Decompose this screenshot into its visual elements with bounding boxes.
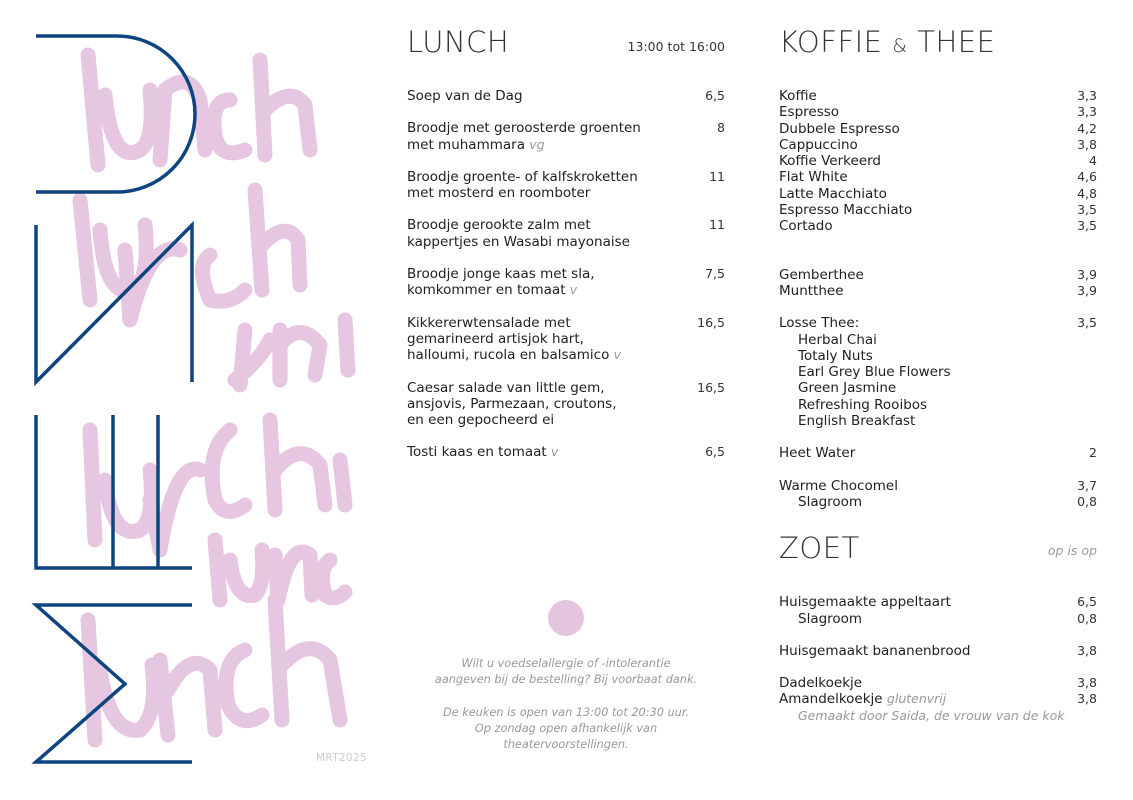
- tea-item: Muntthee 3,9: [779, 282, 1097, 299]
- tea-variety: Earl Grey Blue Flowers: [798, 364, 951, 381]
- price: 3,8: [1077, 642, 1097, 658]
- water-item: Heet Water 2: [779, 445, 1097, 462]
- lunch-item: Caesar salade van little gem, ansjovis, Parmezaan, croutons, en een gepocheerd ei 16,5: [407, 379, 725, 429]
- tea-variety: Totaly Nuts: [798, 347, 873, 364]
- price: 4,8: [1077, 185, 1097, 201]
- price: 3,9: [1077, 282, 1097, 298]
- koffie-header: [779, 26, 1097, 60]
- price: 6,5: [705, 444, 725, 460]
- extra-item: Slagroom 0,8: [798, 610, 1097, 627]
- loose-tea-item: Losse Thee: 3,5: [779, 315, 1097, 332]
- koffie-title: KOFFIE & THEE: [779, 25, 996, 59]
- price: 0,8: [1077, 493, 1097, 509]
- tea-item: Gemberthee 3,9: [779, 266, 1097, 283]
- diet-tag: vg: [529, 136, 545, 152]
- price: 2: [1089, 445, 1097, 461]
- coffee-item: Dubbele Espresso 4,2: [779, 120, 1097, 137]
- coffee-item: Espresso Macchiato 3,5: [779, 202, 1097, 219]
- price: 0,8: [1077, 610, 1097, 626]
- price: 4: [1089, 153, 1097, 169]
- price: 3,5: [1077, 315, 1097, 331]
- coffee-item: Flat White 4,6: [779, 169, 1097, 186]
- menu-version-code: MRT2025: [316, 752, 367, 764]
- price: 3,3: [1077, 88, 1097, 103]
- lunch-header: [407, 26, 725, 60]
- allergy-notice: Wilt u voedselallergie of -intolerantie aangeven bij de bestelling? Bij voorbaat dank. De keuken is open van 13:00 tot 20:30 uur. Op zondag open afhankelijk van theatervoorstellingen.: [407, 656, 725, 769]
- coffee-item: Latte Macchiato 4,8: [779, 185, 1097, 202]
- coffee-item: Espresso 3,3: [779, 104, 1097, 121]
- tea-variety: Green Jasmine: [798, 380, 897, 397]
- tea-variety: Refreshing Rooibos: [798, 396, 928, 413]
- diet-tag: glutenvrij: [886, 691, 947, 707]
- coffee-item: Cortado 3,5: [779, 218, 1097, 235]
- diet-tag: v: [569, 282, 578, 298]
- price: 7,5: [705, 266, 725, 282]
- coffee-item: Koffie 3,3: [779, 88, 1097, 104]
- tea-variety: Herbal Chai: [798, 331, 877, 348]
- coffee-item: Cappuccino 3,8: [779, 136, 1097, 153]
- price: 4,2: [1077, 120, 1097, 136]
- price: 16,5: [697, 379, 725, 395]
- kitchen-hours-note: De keuken is open van 13:00 tot 20:30 uur. Op zondag open afhankelijk van theatervoorstellingen.: [442, 705, 690, 752]
- price: 3,5: [1077, 218, 1097, 234]
- lunch-item: Broodje gerookte zalm met kappertjes en Wasabi mayonaise 11: [407, 217, 725, 250]
- pink-dot: [548, 600, 584, 636]
- lunch-item: Broodje jonge kaas met sla, komkommer en tomaat v 7,5: [407, 266, 725, 299]
- price: 4,6: [1077, 169, 1097, 185]
- price: 11: [709, 168, 725, 184]
- diet-tag: v: [551, 444, 559, 460]
- koffie-items: [779, 88, 1097, 510]
- price: 6,5: [1077, 594, 1097, 610]
- lunch-item: Broodje groente- of kalfskroketten met mosterd en roomboter 11: [407, 168, 725, 202]
- extra-item: Slagroom 0,8: [798, 493, 1097, 510]
- zoet-tagline: op is op: [1047, 543, 1097, 559]
- price: 6,5: [705, 88, 725, 103]
- chocomel-item: Warme Chocomel 3,7: [779, 477, 1097, 494]
- price: 11: [709, 217, 725, 233]
- price: 16,5: [697, 314, 725, 330]
- diet-tag: v: [613, 347, 622, 363]
- price: 3,3: [1077, 104, 1097, 120]
- zoet-header: [779, 532, 1097, 566]
- lunch-item: Tosti kaas en tomaat v 6,5: [407, 444, 725, 461]
- dessert-item: Huisgemaakte appeltaart 6,5: [779, 594, 1097, 611]
- zoet-title: ZOET: [779, 531, 860, 566]
- lunch-hours: 13:00 tot 16:00: [627, 39, 725, 54]
- zoet-items: [779, 594, 1097, 722]
- dessert-item: Dadelkoekje 3,8: [779, 675, 1097, 692]
- koffie-thee-section: [779, 26, 1097, 723]
- lunch-item: Soep van de Dag 6,5: [407, 88, 725, 104]
- maker-note: Gemaakt door Saida, de vrouw van de kok: [798, 707, 1065, 723]
- lunch-items: [407, 88, 725, 461]
- dessert-item: Huisgemaakt bananenbrood 3,8: [779, 642, 1097, 659]
- price: 8: [717, 120, 725, 136]
- pink-lunch-script: [80, 55, 348, 740]
- price: 3,8: [1077, 136, 1097, 152]
- price: 3,8: [1077, 675, 1097, 691]
- dessert-item: Amandelkoekje glutenvrij 3,8: [779, 691, 1097, 708]
- lunch-item: Broodje met geroosterde groenten met muhammara vg 8: [407, 120, 725, 153]
- tea-variety: English Breakfast: [798, 413, 916, 430]
- lunch-section: [407, 26, 725, 477]
- menu-lettering-art: [0, 0, 390, 800]
- lunch-title: LUNCH: [407, 25, 510, 59]
- lunch-item: Kikkererwtensalade met gemarineerd artisjok hart, halloumi, rucola en balsamico v 16,5: [407, 314, 725, 364]
- price: 3,7: [1077, 477, 1097, 493]
- price: 3,9: [1077, 266, 1097, 282]
- coffee-item: Koffie Verkeerd 4: [779, 153, 1097, 170]
- price: 3,5: [1077, 202, 1097, 218]
- price: 3,8: [1077, 691, 1097, 707]
